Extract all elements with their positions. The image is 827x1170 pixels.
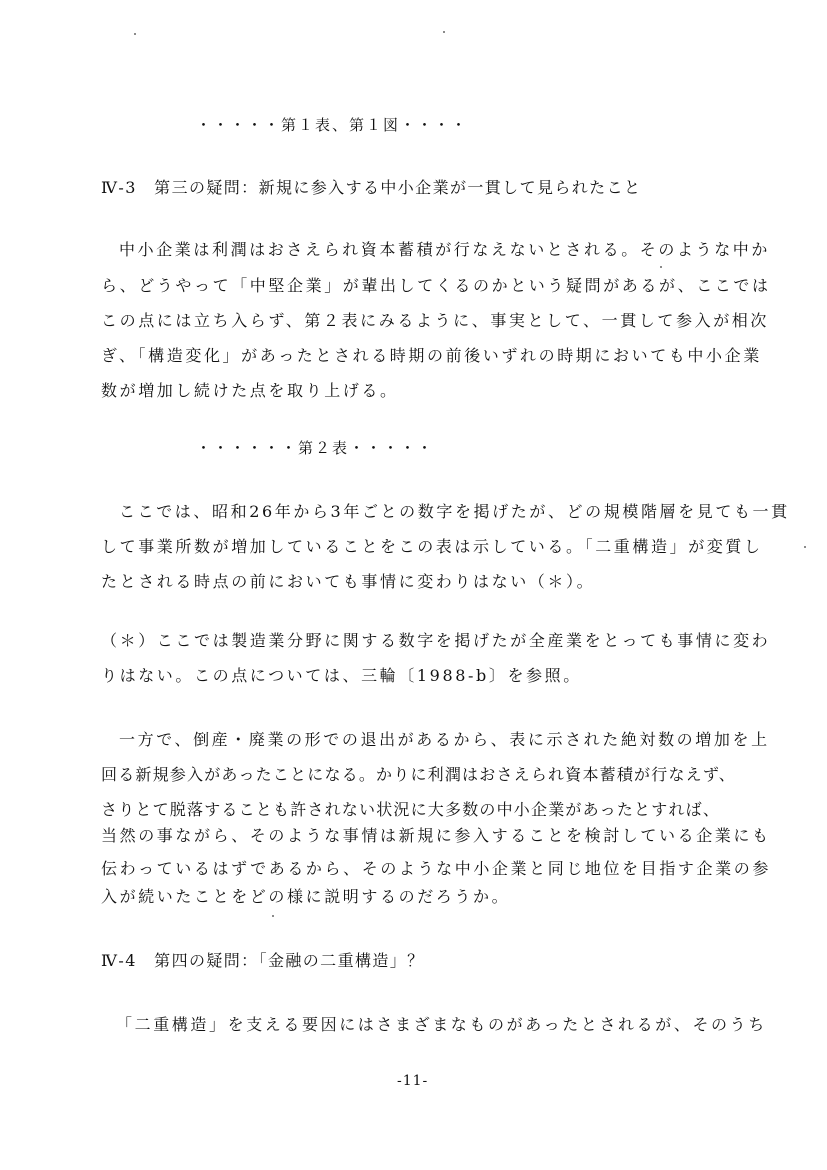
paragraph-1-line: 数が増加し続けた点を取り上げる。 xyxy=(101,381,399,400)
scan-speck xyxy=(134,33,136,35)
section-heading-iv4: Ⅳ-4 第四の疑問：「金融の二重構造」？ xyxy=(101,951,425,970)
scan-speck xyxy=(443,31,445,33)
paragraph-2-line: ここでは、昭和26年から3年ごとの数字を掲げたが、どの規模階層を見ても一貫 xyxy=(119,502,790,521)
paragraph-3-line: 入が続いたことをどの様に説明するのだろうか。 xyxy=(101,887,511,906)
paragraph-2-line: して事業所数が増加していることをこの表は示している。「二重構造」が変質し xyxy=(101,537,763,556)
scan-speck xyxy=(660,266,662,268)
scan-speck xyxy=(272,915,274,917)
paragraph-3-line: 当然の事ながら、そのような事情は新規に参入することを検討している企業にも xyxy=(101,826,771,845)
paragraph-1-line: ぎ、「構造変化」があったとされる時期の前後いずれの時期においても中小企業 xyxy=(101,346,762,365)
section-heading-iv3: Ⅳ-3 第三の疑問：新規に参入する中小企業が一貫して見られたこと xyxy=(101,178,642,197)
paragraph-3-line: さりとて脱落することも許されない状況に大多数の中小企業があったとすれば、 xyxy=(101,800,721,819)
page-number: -11- xyxy=(397,1073,429,1089)
paragraph-1-line: ら、どうやって「中堅企業」が輩出してくるのかという疑問があるが、ここでは xyxy=(101,276,771,295)
scan-speck xyxy=(804,546,806,548)
footnote-line: りはない。この点については、三輪〔1988-b〕を参照。 xyxy=(101,666,582,685)
paragraph-3-line: 伝わっているはずであるから、そのような中小企業と同じ地位を目指す企業の参 xyxy=(101,859,771,878)
marker-table2: ・・・・・・第２表・・・・・ xyxy=(196,439,435,457)
paragraph-1-line: 中小企業は利潤はおさえられ資本蓄積が行なえないとされる。そのような中か xyxy=(119,240,771,259)
paragraph-3-line: 一方で、倒産・廃業の形での退出があるから、表に示された絶対数の増加を上 xyxy=(119,730,770,749)
paragraph-3-line: 回る新規参入があったことになる。かりに利潤はおさえられ資本蓄積が行なえず、 xyxy=(101,765,736,784)
paragraph-4-line: 「二重構造」を支える要因にはさまざまなものがあったとされるが、そのうち xyxy=(116,1015,767,1034)
paragraph-2-line: たとされる時点の前においても事情に変わりはない（＊）。 xyxy=(101,572,596,591)
marker-table1-fig1: ・・・・・第１表、第１図・・・・ xyxy=(196,116,469,134)
footnote-line: （＊）ここでは製造業分野に関する数字を掲げたが全産業をとっても事情に変わ xyxy=(101,631,771,650)
paragraph-1-line: この点には立ち入らず、第２表にみるように、事実として、一貫して参入が相次 xyxy=(101,311,770,330)
